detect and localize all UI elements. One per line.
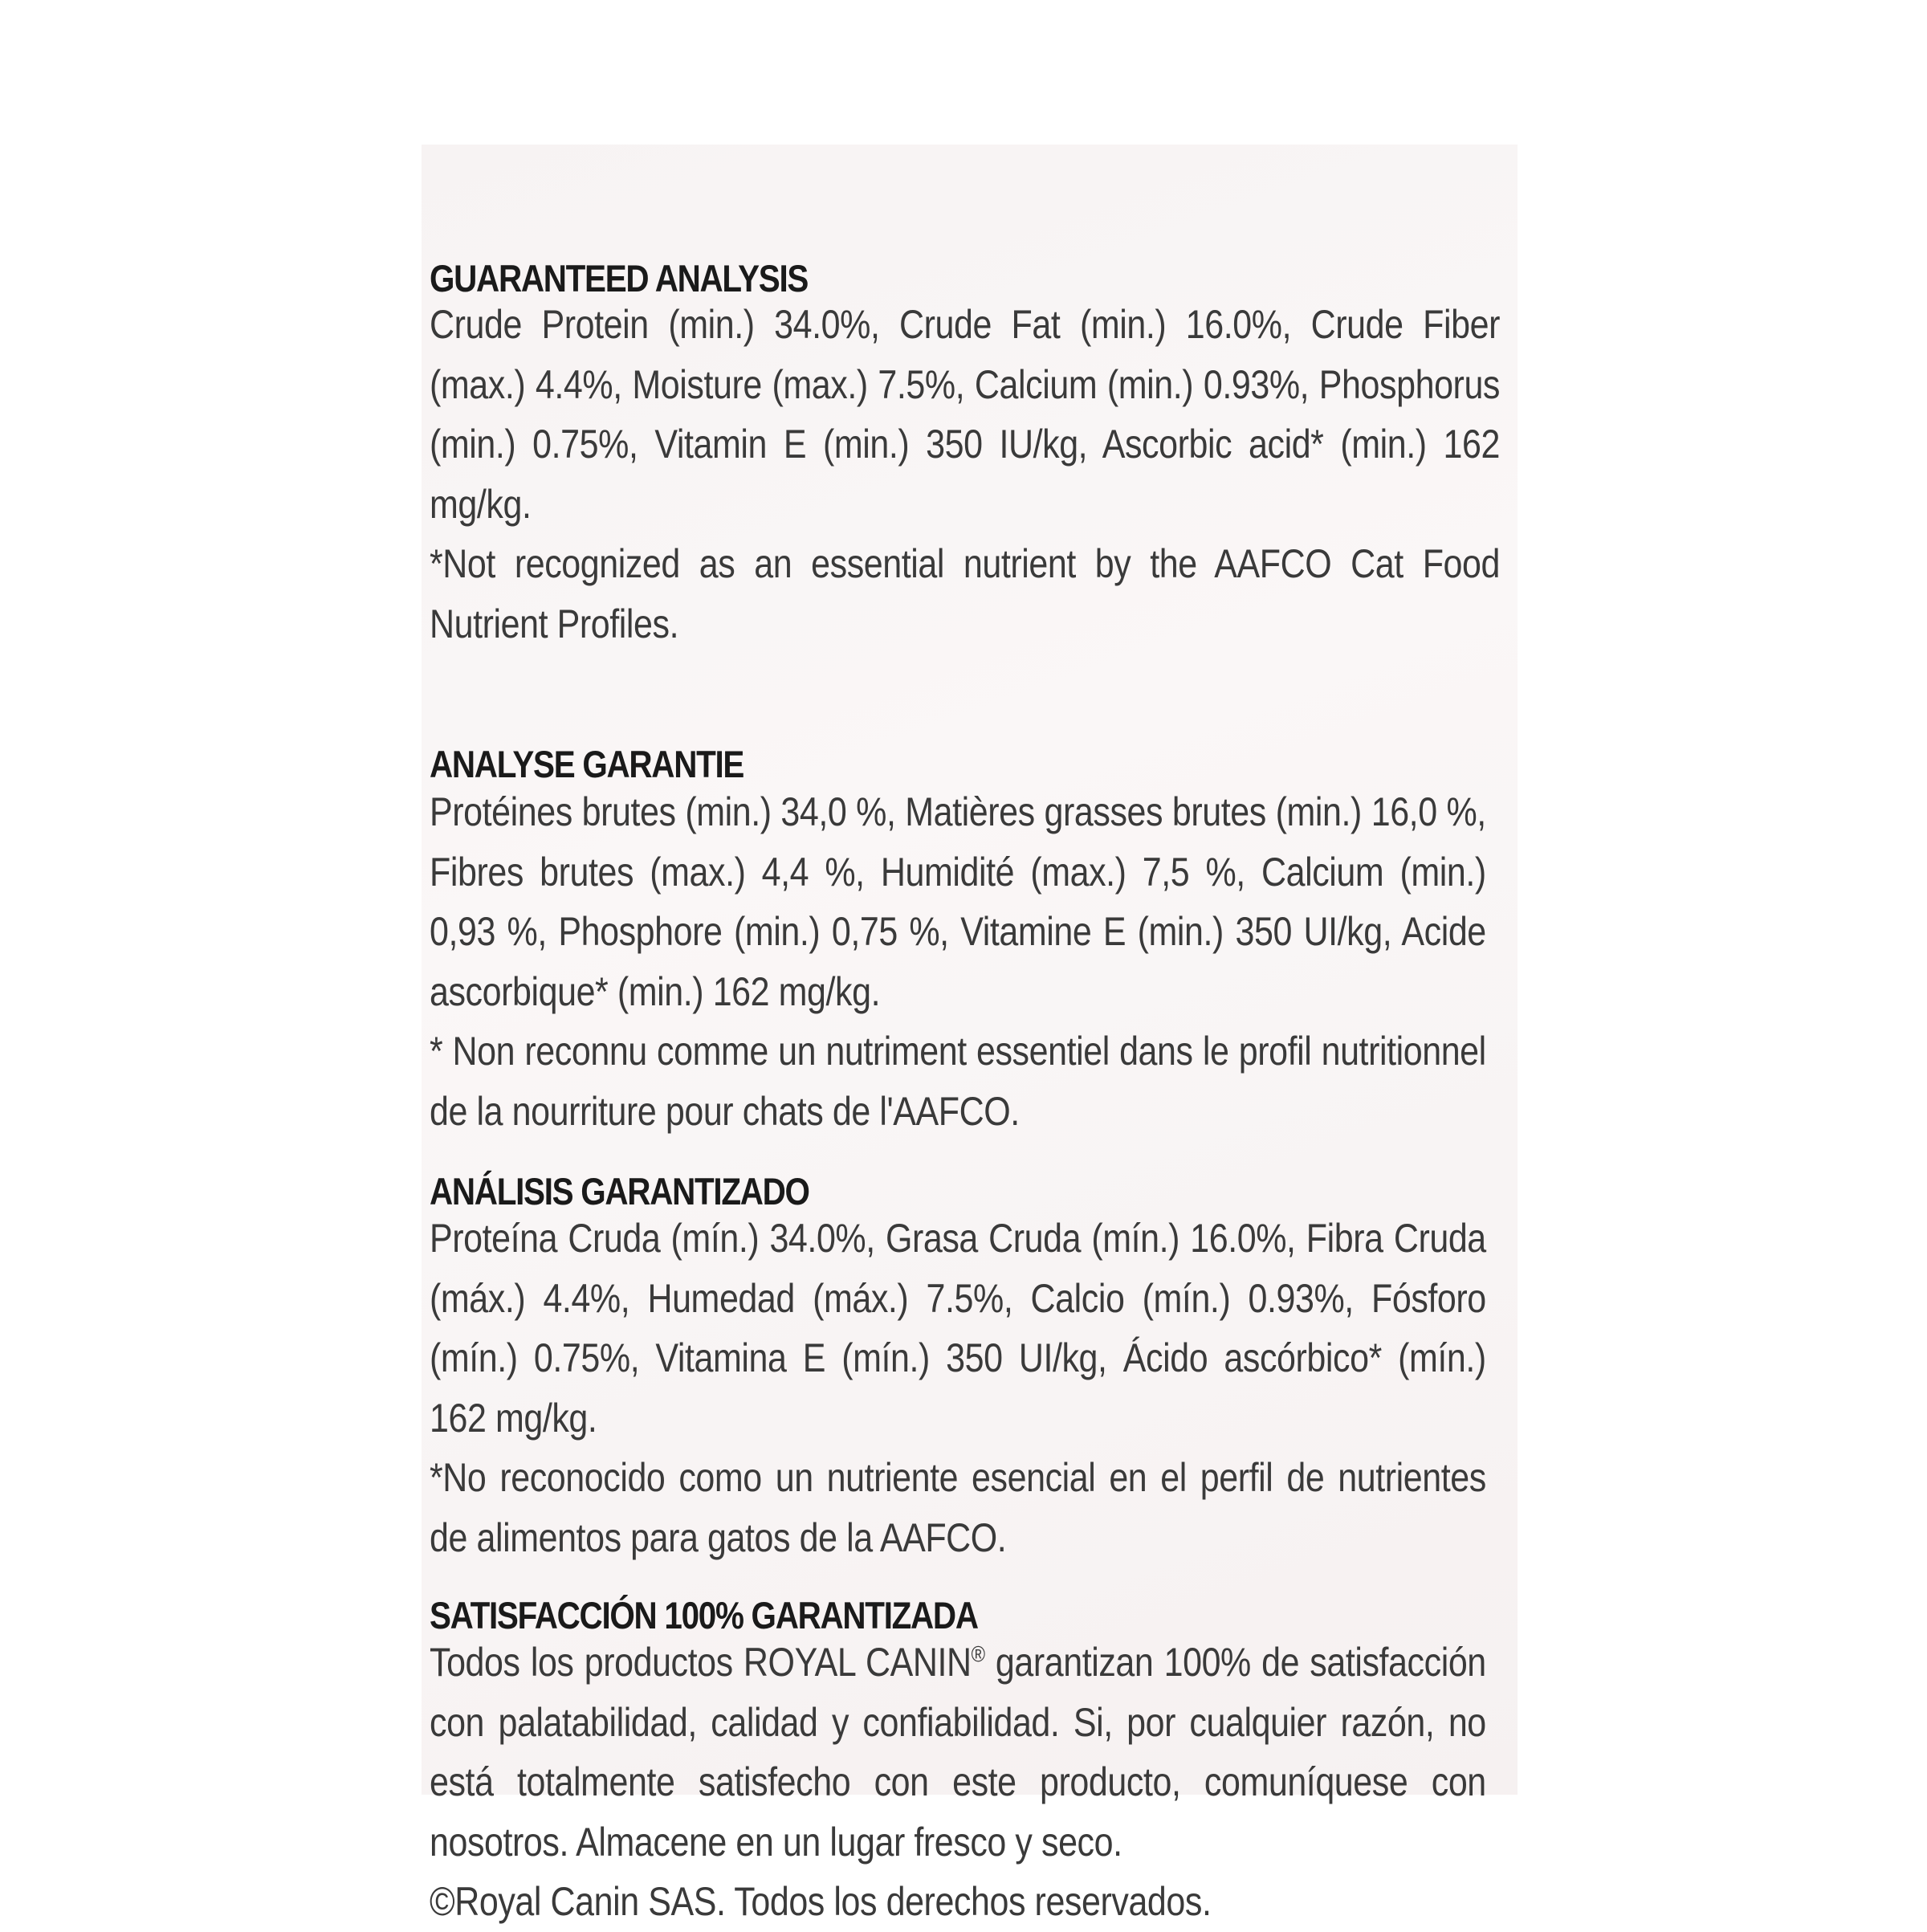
- satisfaction-body: [430, 1632, 1486, 1872]
- aafco-note-french: * Non reconnu comme un nutriment essentiel dans le profil nutritionnel de la nourriture pour chats de l'AAFCO.: [430, 1029, 1486, 1134]
- satisfaction-body-start: Todos los productos ROYAL CANIN: [430, 1640, 972, 1685]
- section-heading-satisfaction: SATISFACCIÓN 100% GARANTIZADA: [430, 1594, 978, 1636]
- aafco-note-english: *Not recognized as an essential nutrient by the AAFCO Cat Food Nutrient Profiles.: [430, 541, 1500, 646]
- section-heading-french: ANALYSE GARANTIE: [430, 743, 744, 785]
- section-heading-spanish: ANÁLISIS GARANTIZADO: [430, 1170, 809, 1213]
- analysis-body-french: Protéines brutes (min.) 34,0 %, Matières grasses brutes (min.) 16,0 %, Fibres brutes (max.) 4,4 %, Humidité (max.) 7,5 %, Calcium (min.) 0,93 %, Phosphore (min.) 0,75 %, Vitamine E (min.) 350 UI/kg, Acide ascorbique* (min.) 162 mg/kg.: [430, 789, 1486, 1014]
- section-heading-english: GUARANTEED ANALYSIS: [430, 257, 809, 300]
- analysis-body-spanish: Proteína Cruda (mín.) 34.0%, Grasa Cruda (mín.) 16.0%, Fibra Cruda (máx.) 4.4%, Humedad (máx.) 7.5%, Calcio (mín.) 0.93%, Fósforo (mín.) 0.75%, Vitamina E (mín.) 350 UI/kg, Ácido ascórbico* (mín.) 162 mg/kg.: [430, 1216, 1486, 1441]
- analysis-body-english: Crude Protein (min.) 34.0%, Crude Fat (min.) 16.0%, Crude Fiber (max.) 4.4%, Moisture (max.) 7.5%, Calcium (min.) 0.93%, Phosphorus (min.) 0.75%, Vitamin E (min.) 350 IU/kg, Ascorbic acid* (min.) 162 mg/kg.: [430, 302, 1500, 527]
- aafco-note-spanish: *No reconocido como un nutriente esencial en el perfil de nutrientes de alimentos para gatos de la AAFCO.: [430, 1455, 1486, 1560]
- copyright-notice: ©Royal Canin SAS. Todos los derechos reservados.: [430, 1879, 1212, 1924]
- satisfaction-body-end: garantizan 100% de satisfacción con palatabilidad, calidad y confiabilidad. Si, por cualquier razón, no está totalmente satisfecho con este producto, comuníquese con nosotros. Almacene en un lugar fresco y seco.: [430, 1640, 1486, 1865]
- label-panel: [422, 145, 1518, 1924]
- registered-trademark-mark: ®: [971, 1641, 985, 1667]
